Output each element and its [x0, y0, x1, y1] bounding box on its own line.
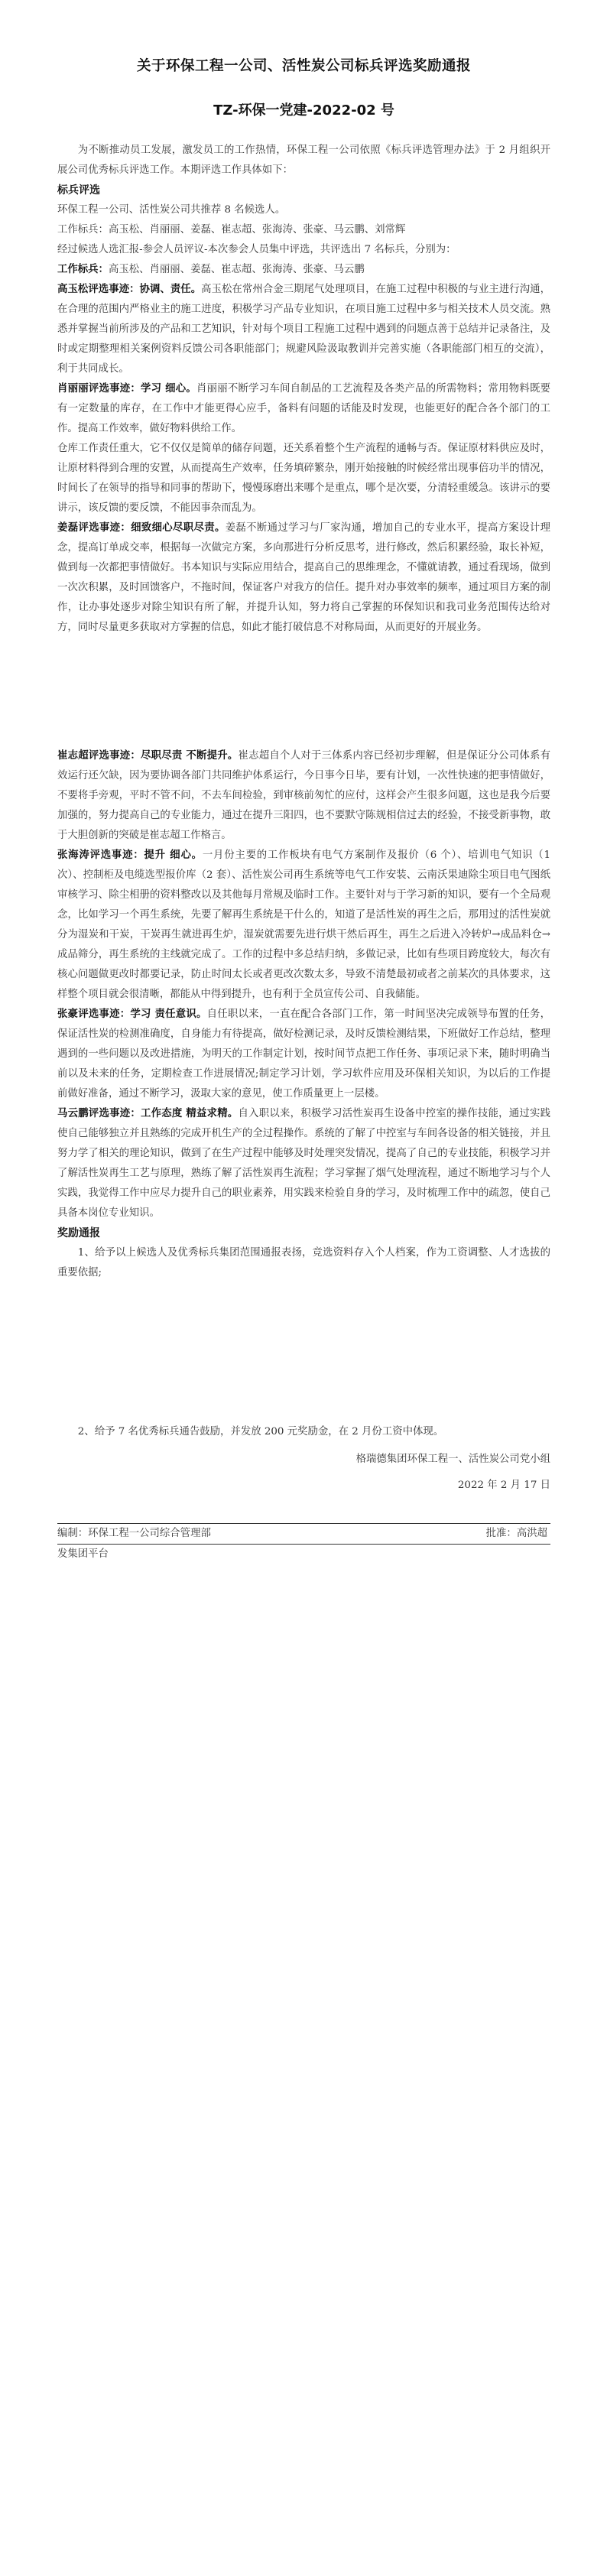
selection-process: 经过候选人选汇报-参会人员评议-本次参会人员集中评选，共评选出 7 名标兵，分别为： [57, 244, 456, 255]
profile-xiao [57, 379, 550, 439]
page-gap [57, 638, 550, 746]
footer-approver: 批准：高洪超 [485, 1528, 547, 1539]
profile-lead: 崔志超评选事迹：尽职尽责 不断提升。 [57, 750, 239, 762]
blank-space [57, 1283, 550, 1422]
profile-text: 姜磊不断通过学习与厂家沟通，增加自己的专业水平，提高方案设计理念，提高订单成交率，根据每一次做完方案，多向那进行分析反思考，进行修改，然后积累经验，取长补短，做到每一次都把事情做好。书本知识与实际应用结合，提高自己的思维理念，不懂就请教，通过看现场，做到一次次积累，及时回馈客户，不拖时间，保证客户对我方的信任。提升对办事效率的频率，通过项目方案的制作，让办事处逐步对除尘知识有所了解，并提升认知，努力将自己掌握的环保知识和我司业务范围传达给对方，同时尽量更多获取对方掌握的信息，如此才能打破信息不对称局面，从而更好的开展业务。 [57, 522, 551, 633]
profile-text: 肖丽丽不断学习车间自制品的工艺流程及各类产品的所需物料；常用物料既要有一定数量的库存，在工作中才能更得心应手，备料有问题的话能及时发现，也能更好的配合各个部门的工作。提高工作效率，做好物料供给工作。 [57, 383, 550, 434]
profile-zhang-haitao [57, 846, 550, 1005]
profile-lead: 姜磊评选事迹：细致细心尽职尽责。 [57, 522, 226, 534]
profile-zhang-hao [57, 1005, 550, 1104]
profile-xiao-continued: 仓库工作责任重大，它不仅仅是简单的储存问题，还关系着整个生产流程的通畅与否。保证原材料供应及时，让原材料得到合理的安置，从而提高生产效率，任务填碎繁杂，刚开始接触的时候经常出现事倍功半的情况，时间长了在领导的指导和同事的帮助下，慢慢琢磨出来哪个是重点，哪个是次要，分清轻重缓急。该讲示的要讲示，该反馈的要反馈，不能因事杂而乱为。 [57, 443, 550, 514]
document-body [57, 55, 550, 1564]
profile-text: 自入职以来，积极学习活性炭再生设备中控室的操作技能，通过实践使自己能够独立并且熟练的完成开机生产的全过程操作。系统的了解了中控室与车间各设备的相关链接，并且努力学了相关的理论知识，做到了在生产过程中能够及时处理突发情况，提高了自己的专业技能，积极学习并了解活性炭再生工艺与原理，熟练了解了活性炭再生流程；学习掌握了烟气处理流程，通过不断地学习与个人实践，我觉得工作中应尽力提升自己的职业素养，用实践来检验自身的学习，及时梳理工作中的疏忽，使自己具备本岗位专业知识。 [57, 1108, 551, 1219]
candidate-list: 工作标兵：高玉松、肖丽丽、姜磊、崔志超、张海涛、张豪、马云鹏、刘常辉 [57, 224, 406, 236]
profile-gao [57, 280, 550, 379]
intro-paragraph: 为不断推动员工发展，激发员工的工作热情，环保工程一公司依照《标兵评选管理办法》于 2 月组织开展公司优秀标兵评选工作。本期评选工作具体如下： [57, 145, 550, 176]
footer-editor: 编制：环保工程一公司综合管理部 [57, 1528, 211, 1539]
profile-jiang [57, 518, 550, 638]
profile-text: 崔志超自个人对于三体系内容已经初步理解，但是保证分公司体系有效运行还欠缺，因为要协调各部门共同维护体系运行，今日事今日毕，要有计划，一次性快速的把事情做好，不要将手旁观，平时不管不问，不去车间检验，到审核前匆忙的应付，这样会产生很多问题，这也是我今后要加强的，努力提高自己的专业能力，通过在提升三阳四，也不要默守陈规相信过去的经验，不接受新事物，敢于大胆创新的突破是崔志超工作格言。 [57, 750, 551, 841]
profile-text: 自任职以来，一直在配合各部门工作，第一时间坚决完成领导布置的任务，保证活性炭的检测准确度，自身能力有待提高，做好检测记录，及时反馈检测结果，下班做好工作总结，整理遇到的一些问题以及改进措施，为明天的工作制定计划，按时间节点把工作任务、事项记录下来，随时明确当前以及未来的任务，定期检查工作进展情况;制定学习计划，学习软件应用及环保相关知识，为以后的工作提前做好准备，通过不断学习，汲取大家的意见，使工作质量更上一层楼。 [57, 1009, 550, 1100]
winner-label: 工作标兵： [57, 264, 109, 275]
profile-lead: 肖丽丽评选事迹：学习 细心。 [57, 383, 197, 395]
candidate-count: 环保工程一公司、活性炭公司共推荐 8 名候选人。 [57, 204, 286, 216]
profile-lead: 张海涛评选事迹：提升 细心。 [57, 849, 203, 861]
section-heading-reward: 奖励通报 [57, 1227, 100, 1239]
section-heading-selection: 标兵评选 [57, 184, 100, 197]
reward-item-1: 1、给予以上候选人及优秀标兵集团范围通报表扬，竞选资料存入个人档案，作为工资调整、人才选拔的重要依据; [57, 1247, 550, 1278]
profile-text: 一月份主要的工作板块有电气方案制作及报价（6 个）、培训电气知识（1 次）、控制柜及电缆选型报价库（2 套）、活性炭公司再生系统等电气工作安装、云南沃果迪除尘项目电气图纸审核学习、除尘相册的资料整改以及其他每月常规及临时工作。主要针对与于学习新的知识，要有一个全局观念，比如学习一个再生系统，先要了解再生系统是干什么的，知道了是活性炭的再生之后，那用过的活性炭就分为湿炭和干炭，干炭再生就进再生炉，湿炭就需要先进行烘干然后再生，再生之后进入冷转炉→成品料仓→成品筛分，再生系统的主线就完成了。工作的过程中多总结归纳，多做记录，比如有些项目跨度较大，每次有核心问题做更改时都要记录，防止时间太长或者更改次数太多，导致不清楚最初或者之前某次的具体要求，这样整个项目就会很清晰，都能从中得到提升，也有利于全员宣传公司、自我储能。 [57, 849, 551, 1000]
profile-text: 高玉松在常州合金三期尾气处理项目，在施工过程中积极的与业主进行沟通，在合理的范围内严格业主的施工进度，积极学习产品专业知识，在项目施工过程中多与相关技术人员交流。熟悉并掌握当前所涉及的产品和工艺知识，针对每个项目工程施工过程中遇到的问题点善于总结并记录备注，及时或定期整理相关案例资料反馈公司各职能部门；规避风险汲取教训并完善实施（各职能部门相互的交流），利于共同成长。 [57, 284, 550, 375]
document-title: 关于环保工程一公司、活性炭公司标兵评选奖励通报 [136, 58, 471, 74]
profile-ma [57, 1104, 550, 1223]
footer-distribution: 发集团平台 [57, 1548, 109, 1560]
profile-cui [57, 746, 550, 846]
signature-date: 2022 年 2 月 17 日 [457, 1480, 550, 1491]
footer-row [57, 1524, 550, 1544]
profile-lead: 马云鹏评选事迹：工作态度 精益求精。 [57, 1108, 239, 1119]
winner-list [57, 260, 550, 280]
profile-lead: 张豪评选事迹：学习 责任意识。 [57, 1009, 207, 1020]
signature-org: 格瑞德集团环保工程一、活性炭公司党小组 [355, 1454, 550, 1465]
winner-names: 高玉松、肖丽丽、姜磊、崔志超、张海涛、张豪、马云鹏 [108, 264, 365, 275]
profile-lead: 高玉松评选事迹：协调、责任。 [57, 284, 202, 295]
document-number: TZ-环保一党建-2022-02 号 [213, 102, 394, 119]
reward-item-2: 2、给予 7 名优秀标兵通告鼓励，并发放 200 元奖励金，在 2 月份工资中体现。 [77, 1426, 444, 1437]
